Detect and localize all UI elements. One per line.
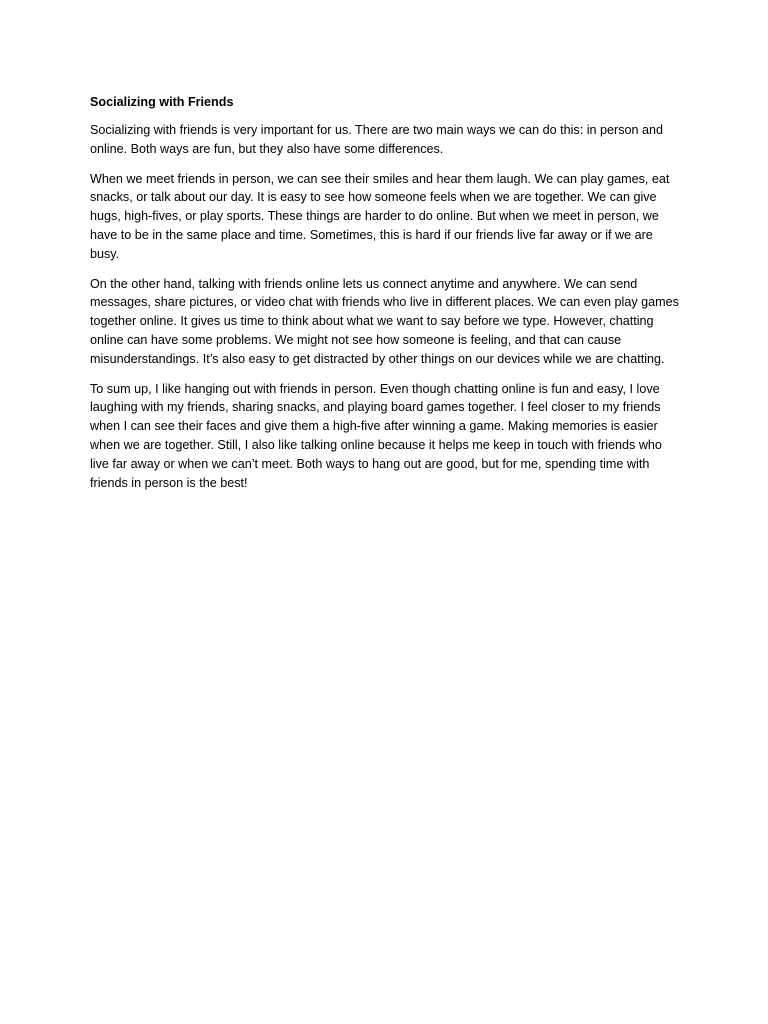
paragraph-intro: Socializing with friends is very important for us. There are two main ways we can do this: in person and online. Both ways are fun, but they also have some differences. [90,123,664,156]
paragraph-online: On the other hand, talking with friends online lets us connect anytime and anywhere. We can send messages, share pictures, or video chat with friends who live in different places. We can even play games together online. It gives us time to think about what we want to say before we type. However, chatting online can have some problems. We might not see how someone is feeling, and that can cause misunderstandings. It’s also easy to get distracted by other things on our devices while we are chatting. [90,276,679,366]
document-body [90,93,682,503]
paragraph-in-person: When we meet friends in person, we can see their smiles and hear them laugh. We can play games, eat snacks, or talk about our day. It is easy to see how someone feels when we are together. We can give hugs, high-fives, or play sports. These things are harder to do online. But when we meet in person, we have to be in the same place and time. Sometimes, this is hard if our friends live far away or if we are busy. [90,171,670,261]
document-title: Socializing with Friends [90,95,234,109]
paragraph-conclusion: To sum up, I like hanging out with friends in person. Even though chatting online is fun and easy, I love laughing with my friends, sharing snacks, and playing board games together. I feel closer to my friends when I can see their faces and give them a high-five after winning a game. Making memories is easier when we are together. Still, I also like talking online because it helps me keep in touch with friends who live far away or when we can’t meet. Both ways to hang out are good, but for me, spending time with friends in person is the best! [90,381,662,490]
